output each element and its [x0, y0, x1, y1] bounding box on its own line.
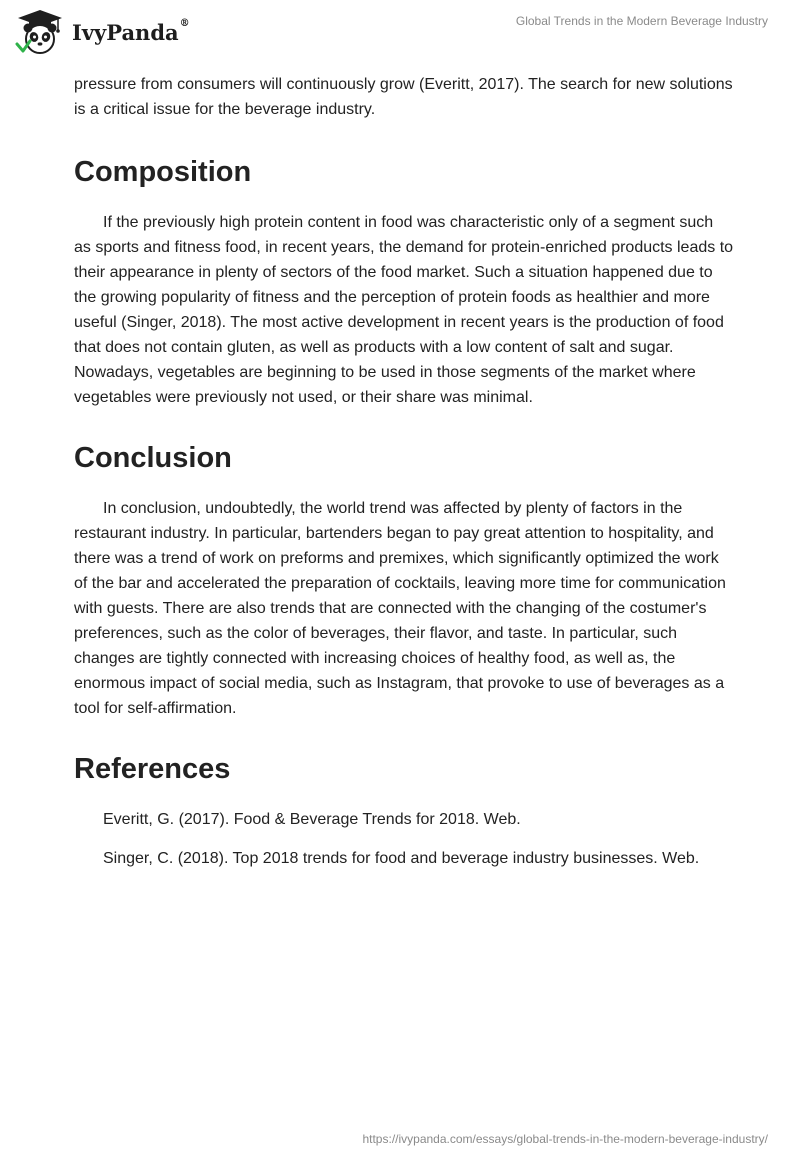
- section-heading-composition: Composition: [74, 156, 252, 188]
- document-title: Global Trends in the Modern Beverage Industry: [515, 14, 768, 28]
- references-heading: References: [74, 753, 231, 785]
- brand-name: IvyPanda®: [72, 17, 190, 45]
- conclusion-paragraph: In conclusion, undoubtedly, the world trend was affected by plenty of factors in the restaurant industry. In particular, bartenders began to pay great attention to hospitality, and there was a trend of work on preforms and premixes, which significantly optimized the work of the bar and accelerated the preparation of cocktails, leaving more time for communication with guests. There are also trends that are connected with the changing of the costumer's preferences, such as the color of beverages, their flavor, and taste. In particular, such changes are tightly connected with increasing choices of healthy food, as well as, the enormous impact of social media, such as Instagram, that provoke to use of beverages as a tool for self-affirmation.: [74, 500, 726, 717]
- page-header: [0, 0, 800, 70]
- reference-item: Singer, C. (2018). Top 2018 trends for food and beverage industry businesses. Web.: [103, 850, 700, 867]
- registered-mark: ®: [179, 17, 190, 29]
- essay-content: [74, 72, 734, 871]
- panda-graduation-cap-icon: [14, 8, 66, 56]
- section-heading-conclusion: Conclusion: [74, 442, 232, 474]
- intro-paragraph: pressure from consumers will continuously grow (Everitt, 2017). The search for new solutions is a critical issue for the beverage industry.: [74, 76, 733, 118]
- composition-paragraph: If the previously high protein content in food was characteristic only of a segment such as sports and fitness food, in recent years, the demand for protein-enriched products leads to their appearance in plenty of sectors of the food market. Such a situation happened due to the growing popularity of fitness and the perception of protein foods as healthier and more useful (Singer, 2018). The most active development in recent years is the production of food that does not contain gluten, as well as products with a low content of salt and sugar. Nowadays, vegetables are beginning to be used in those segments of the market where vegetables were previously not used, or their share was minimal.: [74, 214, 734, 406]
- ivypanda-logo[interactable]: [14, 8, 190, 56]
- reference-item: Everitt, G. (2017). Food & Beverage Trends for 2018. Web.: [103, 811, 521, 828]
- source-url[interactable]: https://ivypanda.com/essays/global-trends-in-the-modern-beverage-industry/: [362, 1132, 768, 1146]
